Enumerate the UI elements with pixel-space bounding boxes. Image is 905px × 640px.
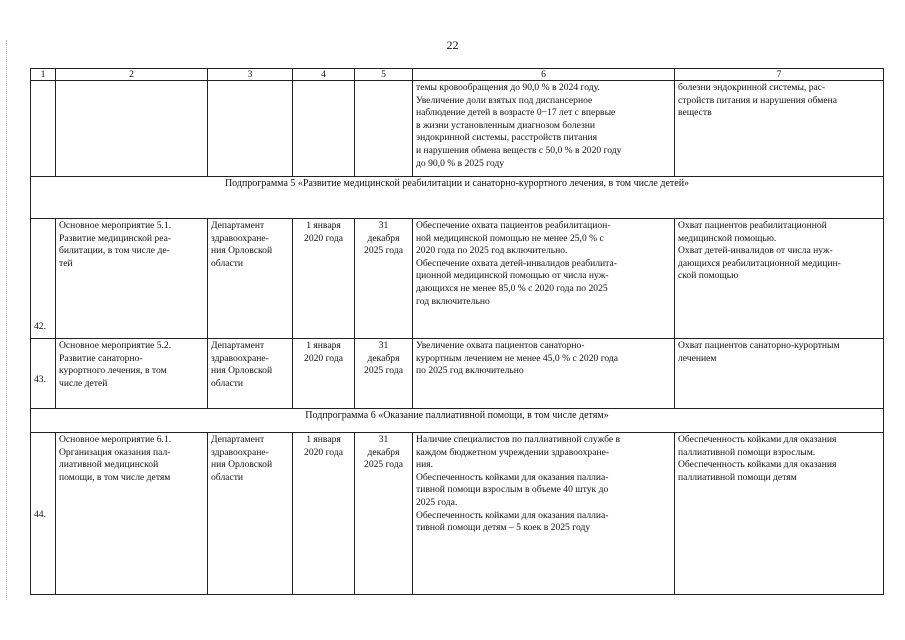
col-header-5: 5 [355, 69, 413, 81]
continued-row [31, 81, 884, 177]
cell [56, 81, 208, 177]
result-cell [413, 433, 675, 595]
text-line: Департамент [211, 340, 265, 351]
text-line: 2020 года [304, 446, 343, 458]
cell [31, 81, 56, 177]
executor-cell [208, 433, 293, 595]
text-line: Обеспеченность койками для оказания паллиа- [416, 471, 609, 483]
text-line: 2025 года [364, 365, 403, 377]
text-line: Развитие санаторно- [59, 352, 143, 364]
text-line: Охват детей-инвалидов от числа нуж- [678, 245, 833, 257]
text-line: области [211, 377, 244, 389]
text-line: и нарушения обмена веществ с 50,0 % в 2020 году [416, 144, 622, 156]
row-43 [31, 339, 884, 409]
cell [208, 81, 293, 177]
text-line: декабря [367, 232, 400, 244]
text-line: по 2025 год включительно [416, 365, 524, 377]
text-line: ния Орловской [211, 365, 273, 377]
event-cell [56, 219, 208, 339]
start-date-cell [293, 433, 355, 595]
subprogram-5-title: Подпрограмма 5 «Развитие медицинской реабилитации и санаторно-курортного лечения, в том числе детей» [31, 177, 884, 219]
text-line: ния Орловской [211, 245, 273, 257]
text-line: стройств питания и нарушения обмена [678, 94, 838, 106]
event-cell [56, 339, 208, 409]
col-header-1: 1 [31, 69, 56, 81]
text-line: год включительно [416, 295, 490, 307]
start-date-cell [293, 219, 355, 339]
text-line: ционной медицинской помощью от числа нуж- [416, 270, 609, 282]
text-line: здравоохране- [211, 352, 269, 364]
text-line: Департамент [211, 220, 265, 231]
continued-result [413, 81, 675, 177]
cell [293, 81, 355, 177]
executor-cell [208, 339, 293, 409]
header-row [31, 69, 884, 81]
text-line: веществ [678, 107, 712, 119]
text-line: Охват пациентов санаторно-курортным [678, 340, 840, 351]
row-number: 43. [31, 339, 56, 409]
end-date-cell [355, 219, 413, 339]
result-cell [413, 339, 675, 409]
result-cell [413, 219, 675, 339]
subprogram-5-row [31, 177, 884, 219]
text-line: тивной помощи детям – 5 коек в 2025 году [416, 522, 591, 534]
text-line: 31 [378, 434, 389, 445]
text-line: числе детей [59, 377, 108, 389]
col-header-7: 7 [675, 69, 884, 81]
start-date-cell [293, 339, 355, 409]
text-line: области [211, 257, 244, 269]
row-number: 42. [31, 219, 56, 339]
text-line: здравоохране- [211, 232, 269, 244]
text-line: Организация оказания пал- [59, 446, 171, 458]
cell [355, 81, 413, 177]
text-line: помощи, в том числе детям [59, 471, 171, 483]
text-line: билитации, в том числе де- [59, 245, 170, 257]
text-line: 2025 года [364, 459, 403, 471]
continued-indicator [675, 81, 884, 177]
text-line: 2020 года [304, 232, 343, 244]
text-line: 2020 года по 2025 год включительно. [416, 245, 568, 257]
text-line: области [211, 471, 244, 483]
text-line: ской помощью [678, 270, 739, 282]
text-line: Обеспечение охвата пациентов реабилитацион- [416, 220, 611, 231]
text-line: 2025 года. [416, 496, 458, 508]
text-line: ния Орловской [211, 459, 273, 471]
end-date-cell [355, 433, 413, 595]
col-header-3: 3 [208, 69, 293, 81]
text-line: дающихся реабилитационной медицин- [678, 257, 841, 269]
col-header-2: 2 [56, 69, 208, 81]
event-cell [56, 433, 208, 595]
text-line: Развитие медицинской реа- [59, 232, 172, 244]
text-line: тивной помощи взрослым в объеме 40 штук до [416, 484, 609, 496]
text-line: паллиативной помощи детям [678, 471, 797, 483]
text-line: 2025 года [364, 245, 403, 257]
indicator-cell [675, 339, 884, 409]
indicator-cell [675, 433, 884, 595]
page-number: 22 [446, 38, 459, 52]
text-line: Основное мероприятие 6.1. [59, 434, 172, 445]
subprogram-6-title: Подпрограмма 6 «Оказание паллиативной помощи, в том числе детям» [31, 409, 884, 433]
text-line: эндокринной системы, расстройств питания [416, 132, 598, 144]
col-header-4: 4 [293, 69, 355, 81]
measures-table [30, 68, 884, 595]
row-42 [31, 219, 884, 339]
text-line: тей [59, 257, 73, 269]
text-line: болезни эндокринной системы, рас- [678, 82, 826, 93]
row-number: 44. [31, 433, 56, 595]
text-line: Обеспеченность койками для оказания [678, 459, 837, 471]
text-line: каждом бюджетном учреждении здравоохране- [416, 446, 610, 458]
scan-edge-marks [6, 40, 8, 600]
text-line: в жизни установленным диагнозом болезни [416, 119, 596, 131]
text-line: Наличие специалистов по паллиативной службе в [416, 434, 621, 445]
text-line: Обеспеченность койками для оказания [678, 434, 837, 445]
text-line: курортного лечения, в том [59, 365, 167, 377]
text-line: 1 января [306, 220, 341, 231]
text-line: наблюдение детей в возрасте 0−17 лет с впервые [416, 107, 616, 119]
text-line: Основное мероприятие 5.2. [59, 340, 172, 351]
text-line: дающихся не менее 85,0 % с 2020 года по 2025 [416, 282, 608, 294]
executor-cell [208, 219, 293, 339]
text-line: ной медицинской помощью не менее 25,0 % с [416, 232, 604, 244]
text-line: медицинской помощью. [678, 232, 777, 244]
text-line: паллиативной помощи взрослым. [678, 446, 816, 458]
row-44 [31, 433, 884, 595]
end-date-cell [355, 339, 413, 409]
text-line: 2020 года [304, 352, 343, 364]
text-line: декабря [367, 352, 400, 364]
text-line: 1 января [306, 434, 341, 445]
text-line: декабря [367, 446, 400, 458]
subprogram-6-row [31, 409, 884, 433]
text-line: Департамент [211, 434, 265, 445]
text-line: 31 [378, 220, 389, 231]
text-line: 1 января [306, 340, 341, 351]
text-line: до 90,0 % в 2025 году [416, 157, 505, 169]
text-line: Увеличение охвата пациентов санаторно- [416, 340, 585, 351]
text-line: темы кровообращения до 90,0 % в 2024 году. [416, 82, 600, 93]
text-line: Основное мероприятие 5.1. [59, 220, 172, 231]
indicator-cell [675, 219, 884, 339]
text-line: здравоохране- [211, 446, 269, 458]
text-line: 31 [378, 340, 389, 351]
text-line: Обеспечение охвата детей-инвалидов реабилита- [416, 257, 617, 269]
text-line: лечением [678, 352, 717, 364]
text-line: Охват пациентов реабилитационной [678, 220, 827, 231]
text-line: лиативной медицинской [59, 459, 159, 471]
text-line: курортным лечением не менее 45,0 % с 2020 года [416, 352, 619, 364]
col-header-6: 6 [413, 69, 675, 81]
text-line: Обеспеченность койками для оказания паллиа- [416, 509, 609, 521]
text-line: Увеличение доли взятых под диспансерное [416, 94, 593, 106]
text-line: ния. [416, 459, 434, 471]
